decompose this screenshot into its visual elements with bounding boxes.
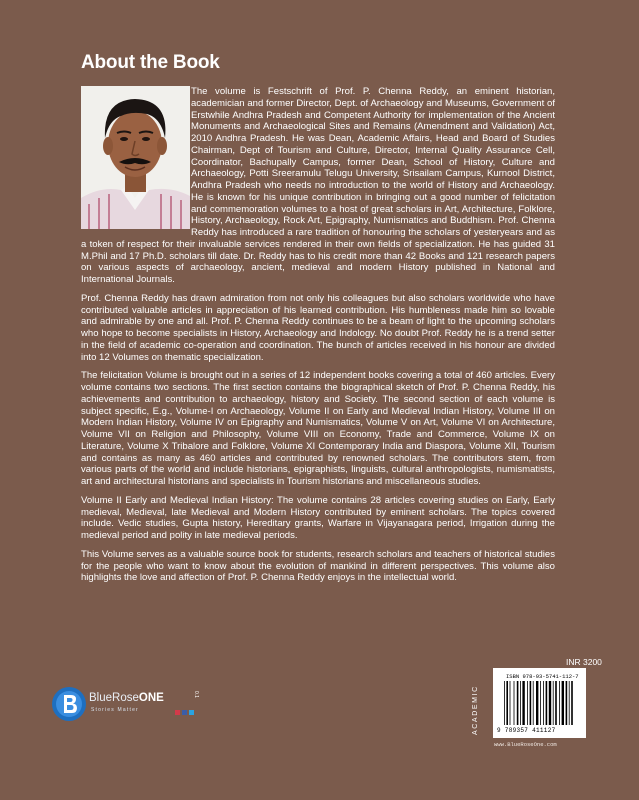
description-paragraph-2: Prof. Chenna Reddy has drawn admiration from not only his colleagues but also scholars worldwide who have contributed valuable articles in appreciation of his learned contribution. His humbleness made him so lovable and admirable by one and all. Prof. P. Chenna Reddy continues to be a beam of light to the upcoming scholars who hope to become specialists in History, Archaeology and Indology. No doubt Prof. Reddy he is a trend setter in the field of academic co-operation and coordination. The bunch of articles received in his honour are divided into 12 Volumes on thematic specialization. bbox=[81, 292, 555, 363]
publisher-website: www.BlueRoseOne.com bbox=[494, 741, 557, 748]
page-title: About the Book bbox=[81, 52, 220, 73]
isbn-label: ISBN 978-93-5741-112-7 bbox=[506, 673, 579, 680]
publisher-badge: 0.1 bbox=[193, 691, 199, 698]
isbn-digits: 9 789357 411127 bbox=[497, 727, 556, 734]
publisher-name-part1: BlueRose bbox=[89, 692, 139, 704]
isbn-barcode bbox=[493, 668, 586, 738]
description-paragraph-3: The felicitation Volume is brought out in a series of 12 independent books covering a total of 460 articles. Every volume contains two sections. The first section contains the biographical sketch of Prof. P. Chenna Reddy, his achievements and contribution to archaeology, history and Society. The second section of each volume is subject specific, E.g., Volume-I on Archaeology, Volume II on Early and Medieval Indian History, Volume III on Modern Indian History, Volume IV on Epigraphy and Numismatics, Volume V on Art, Volume VI on Architecture, Volume VII on Religion and Philosophy, Volume VIII on Economy, Trade and Commerce, Volume IX on Literature, Volume X Tribalore and Folklore, Volume XI Contemporary India and Diaspora, Volume XII, Tourism and contains as many as 460 articles and contributed by renowned scholars. The contributors stem, from various parts of the world and include historians, epigraphists, linguists, cultural anthropologists, numismatists, art and architectural historians and specialists in Tourism historians and miscellaneous studies. bbox=[81, 370, 555, 487]
book-description bbox=[81, 86, 555, 591]
publisher-logo bbox=[51, 686, 201, 724]
publisher-tagline: Stories Matter bbox=[91, 707, 139, 713]
description-paragraph-5: This Volume serves as a valuable source book for students, research scholars and teachers of historical studies for the people who want to know about the evolution of mankind in different perspectives. This volume also highlights the love and affection of Prof. P. Chenna Reddy enjoys in the intellectual world. bbox=[81, 548, 555, 584]
category-label: ACADEMIC bbox=[472, 685, 479, 735]
description-paragraph-1: The volume is Festschrift of Prof. P. Chenna Reddy, an eminent historian, academician and former Director, Dept. of Archaeology and Museums, Government of Erstwhile Andhra Pradesh and Competent Authority for implementation of the Ancient Monuments and Archaeological Sites and Remains (Amendment and Validation) Act, 2010 Andhra Pradesh. He was Dean, Academic Affairs, Head and Board of Studies Chairman, Dept of Tourism and Culture, Director, Internal Quality Assurance Cell, Coordinator, Bachupally Campus, former Dean, School of History, Culture and Archaeology, Potti Sreeramulu Telugu University, Srisailam Campus, Kurnool District, Andhra Pradesh who needs no introduction to the world of History and Archaeology. He is known for his unique contribution in bringing out a good number of felicitation and commemoration volumes to a host of great scholars in Art, Architecture, Folklore, History, Archaeology, Rock Art, Epigraphy, Numismatics and Buddhism. Prof. Chenna Reddy has introduced a rare tradition of honouring the scholars of yesteryears and as a token of respect for their invaluable services rendered in their own fields of specialization. He has guided 31 M.Phil and 17 Ph.D. scholars till date. Dr. Reddy has to his credit more than 42 Books and 121 research papers on various aspects of archaeology, ancient, medieval and modern History published in National and International Journals. bbox=[81, 86, 555, 285]
barcode-icon bbox=[504, 681, 580, 725]
description-paragraph-4: Volume II Early and Medieval Indian History: The volume contains 28 articles covering studies on Early, Early medieval, Medieval, late Medieval and Modern History contributed by eminent scholars. The topics covered include. Vedic studies, Gupta history, Hereditary grants, Warfare in Vijayanagara period, Irrigation during the medieval period and polity in late medieval periods. bbox=[81, 494, 555, 541]
publisher-name bbox=[89, 692, 164, 704]
book-price: INR 3200 bbox=[566, 657, 602, 667]
publisher-name-part2: ONE bbox=[138, 692, 164, 704]
bluerose-logo-icon bbox=[51, 686, 87, 722]
social-media-icons bbox=[175, 710, 195, 716]
